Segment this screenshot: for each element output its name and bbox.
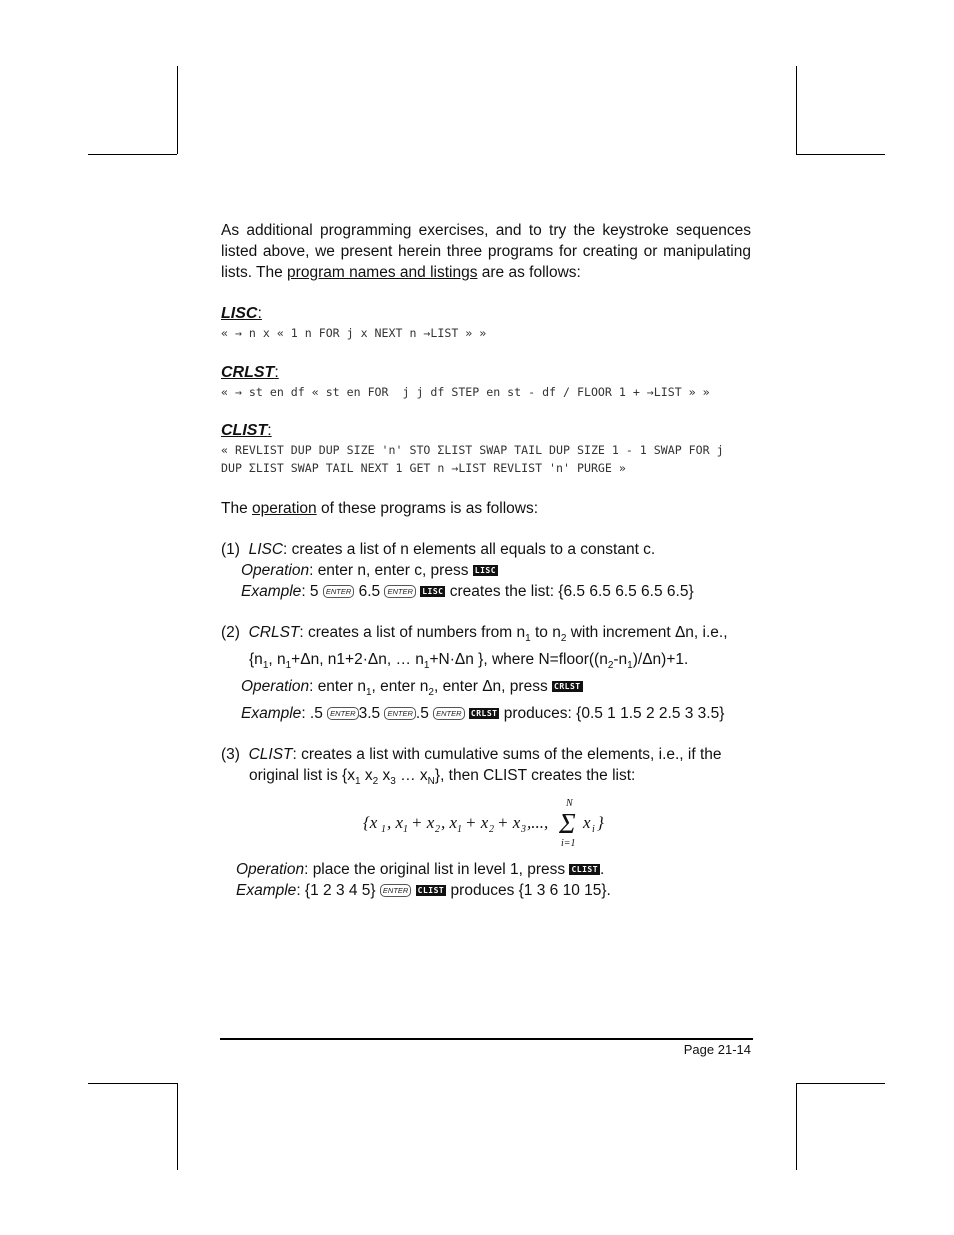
enter-key-icon: ENTER [327,707,358,720]
enter-key-icon: ENTER [380,884,411,897]
intro-paragraph [221,220,751,283]
crlst-softkey-icon: CRLST [554,682,581,692]
svg-text:+ x: + x [497,813,521,833]
example-result: produces: {0.5 1 1.5 2 2.5 3 3.5} [499,705,725,723]
example-text: 6.5 [354,583,381,600]
example-text: : 5 [301,583,319,600]
svg-text:Σ: Σ [559,809,576,841]
operation-text: : enter n, enter c, press [309,562,469,579]
lisc-softkey-icon: LISC [422,587,444,596]
program-name: CRLST [221,364,275,381]
intro-text-end: are as follows: [477,264,581,281]
item-description: to n [530,624,561,641]
list-item-clist [221,744,751,765]
cumulative-sum-formula [221,796,751,853]
svg-text:, x: , x [441,813,458,833]
crlst-softkey-icon: CRLST [470,709,498,719]
item-name: LISC [248,541,284,558]
example-text: : {1 2 3 4 5} [296,882,376,900]
item-number: (3) [221,746,240,764]
svg-text:1: 1 [381,824,386,836]
heading-colon: : [267,422,272,439]
item-description: : creates a list of n elements all equals to a constant c. [283,541,656,558]
item-number: (1) [221,541,240,558]
crop-mark [177,1083,178,1170]
crop-mark [88,1083,177,1084]
program-heading-clist [221,421,751,441]
svg-text:2: 2 [489,824,494,836]
program-heading-lisc [221,304,751,324]
operation-link: operation [252,500,317,517]
program-name: LISC [221,305,258,322]
clist-definition-line: original list is {$x_1$ $x_2$ $x_3$ … $x_N$}, then CLIST creates the list: [249,767,636,788]
operation-intro [221,498,751,519]
crop-mark [796,154,885,155]
list-item-lisc [221,539,751,560]
svg-text:}: } [597,813,604,833]
svg-text:x: x [583,813,591,833]
program-name: CLIST [221,422,268,439]
example-line-clist [221,880,751,901]
operation-intro-text: The [221,500,253,517]
heading-colon: : [257,305,262,322]
crlst-definition-line: {$n_1$, $n_1+\Delta n$, n1+2·Δn, … $n_1+N\cdot\Delta n$ }, where $N=floor((n_2-n_1)/\Delta n)+1$. [249,651,689,672]
crop-mark [796,1083,797,1170]
svg-text:1: 1 [403,824,408,836]
program-heading-crlst [221,363,751,383]
operation-line-lisc [221,560,751,581]
page-content [221,220,751,901]
operation-text: : place the original list in level 1, press [304,861,566,879]
svg-text:, x: , x [387,813,404,833]
svg-text:3: 3 [521,824,526,836]
clist-softkey-icon: CLIST [571,865,599,875]
example-label: Example [241,583,302,600]
svg-text:+ x: + x [411,813,435,833]
item-description: : creates a list of numbers from n [299,624,526,641]
example-result: produces {1 3 6 10 15}. [446,882,611,900]
enter-key-icon: ENTER [384,707,415,720]
program-code-lisc: « → n x « 1 n FOR j x NEXT n →LIST » » [221,326,487,340]
crop-mark [177,66,178,154]
operation-label: Operation [241,678,310,696]
footer-rule [220,1038,753,1040]
item-number: (2) [221,624,240,641]
crop-mark [88,154,177,155]
operation-end: . [600,861,605,879]
clist-softkey-icon: CLIST [417,886,445,896]
heading-colon: : [274,364,279,381]
svg-text:i=1: i=1 [561,838,576,849]
svg-text:N: N [566,798,573,810]
svg-text:1: 1 [457,824,462,836]
page-number: Page 21-14 [683,1042,751,1057]
operation-line-clist [221,859,751,880]
intro-link: program names and listings [287,264,478,281]
operation-label: Operation [236,861,305,879]
svg-text:+ x: + x [465,813,489,833]
example-line-lisc [221,581,751,602]
example-text: 3.5 [358,705,381,723]
operation-label: Operation [241,562,310,579]
program-code-crlst: « → st en df « st en FOR j j df STEP en st - df / FLOOR 1 + →LIST » » [221,385,710,399]
example-label: Example [241,705,302,723]
item-description: : creates a list with cumulative sums of the elements, i.e., if the [292,746,722,764]
item-name: CRLST [248,624,300,641]
example-line-crlst [221,703,751,724]
svg-text:2: 2 [435,824,440,836]
lisc-softkey-icon: LISC [474,566,497,575]
enter-key-icon: ENTER [433,707,464,720]
operation-intro-text-end: of these programs is as follows: [316,500,539,517]
example-result: creates the list: {6.5 6.5 6.5 6.5 6.5} [445,583,694,600]
example-text: : .5 [301,705,323,723]
item-description: with increment Δn, i.e., [566,624,728,641]
enter-key-icon: ENTER [384,585,415,598]
operation-line-crlst: Operation: enter $n_1$, enter $n_2$, enter Δn, press CRLST [241,678,581,699]
crop-mark [796,66,797,154]
item-name: CLIST [248,746,293,764]
svg-text:i: i [592,824,595,836]
list-item-crlst [221,622,751,649]
intro-text: As additional programming exercises, and to try the keystroke sequences listed above, we present herein three programs for creating or manipulating lists. The [221,222,751,281]
example-label: Example [236,882,297,900]
svg-text:,...,: ,..., [527,813,549,833]
subscript: 2 [560,633,567,645]
example-text: .5 [415,705,429,723]
formula-svg [361,796,611,848]
crop-mark [796,1083,885,1084]
subscript: 1 [525,633,531,645]
svg-text:{x: {x [363,813,378,833]
enter-key-icon: ENTER [323,585,354,598]
program-code-clist: « REVLIST DUP DUP SIZE 'n' STO ΣLIST SWAP TAIL DUP SIZE 1 - 1 SWAP FOR j DUP ΣLIST SWAP TAIL NEXT 1 GET n →LIST REVLIST 'n' PURGE » [221,443,731,475]
